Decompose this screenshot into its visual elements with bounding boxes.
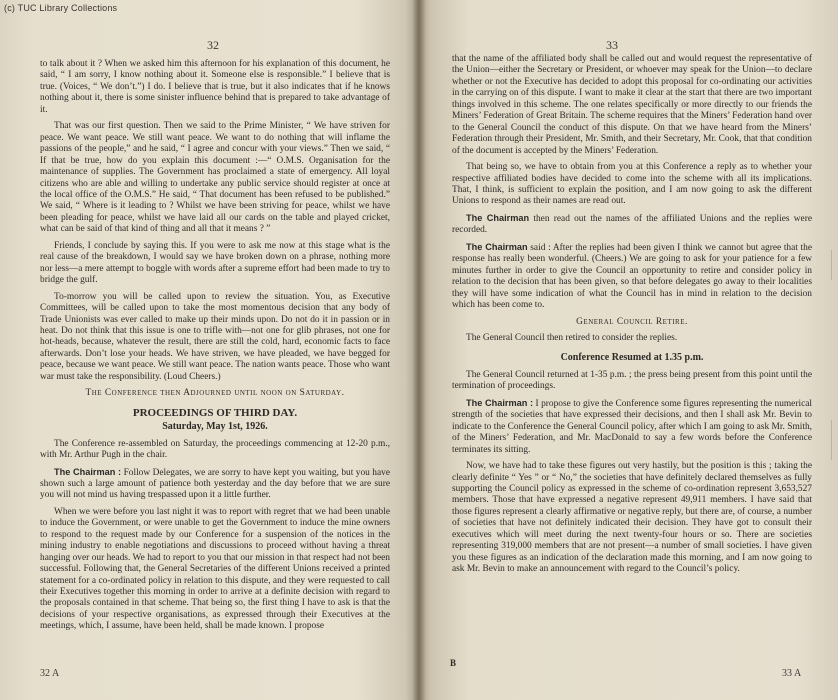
footer-right: 33 A — [782, 668, 802, 679]
paragraph: The Conference re-assembled on Saturday, the proceedings commencing at 12-20 p.m., with Mr. Arthur Pugh in the chair. — [40, 438, 390, 461]
book-gutter — [412, 0, 426, 700]
left-column — [40, 59, 390, 638]
page-edge-mark — [831, 420, 832, 460]
right-column — [452, 54, 812, 581]
speech-text: I propose to give the Conference some figures representing the numerical strength of the societies that have expressed their decisions, and then I shall ask Mr. Bevin to indicate to the Conference the General Council policy, after which I am going to ask Mr. Smith, of the Miners’ Federation, and Mr. MacDonald to say a few words before the Conference terminates its sitting. — [452, 398, 812, 455]
paragraph: Now, we have had to take these figures out very hastily, but the position is this ; taking the clearly definite “ Yes ” or “ No,” the societies that have definitely declared themselves as fully supporting the Council policy as expressed in the scheme of co-ordination represent 3,653,527 members. Those that have expressed a negative represent 49,911 members. I have said that those figures represent a clearly affirmative or negative reply, but there are, of course, a number of societies that have not definitely indicated their decision. They have got to consult their executives which will meet during the next twenty-four hours or so. There are societies representing 319,000 members that are not present—a number of small societies. I have given you these figures as an indication of the declaration made this morning, and I am now going to ask Mr. Bevin to make an announcement with regard to the Council’s policy. — [452, 461, 812, 575]
paragraph: Friends, I conclude by saying this. If you were to ask me now at this stage what is the real cause of the breakdown, I would say we have broken down on a phrase, nothing more nor less—a mere attempt to boggle with words after a supreme effort had been made to try to bridge the gulf. — [40, 240, 390, 286]
speaker-label: The Chairman — [466, 212, 530, 223]
adjourned-note: The Conference then Adjourned until noon on Saturday. — [85, 388, 345, 399]
page-number-right: 33 — [606, 38, 618, 52]
speech-text: Follow Delegates, we are sorry to have kept you waiting, but you have shown such a large amount of patience both yesterday and the day before that we are sure you will not mind us having trespassed upon it a little further. — [40, 467, 390, 501]
section-date: Saturday, May 1st, 1926. — [162, 421, 268, 433]
right-page — [418, 0, 838, 700]
speaker-label: The Chairman : — [466, 397, 534, 408]
retire-heading: General Council Retire. — [576, 316, 688, 327]
signature-mark: B — [450, 658, 457, 668]
paragraph: That being so, we have to obtain from you at this Conference a reply as to whether your respective affiliated bodies have decided to come into the scheme with all its implications. That, I think, is sufficient to explain the position, and I am now going to ask the different Unions to respond as their names are read out. — [452, 162, 812, 207]
watermark: (c) TUC Library Collections — [4, 3, 118, 13]
footer-left: 32 A — [40, 668, 60, 679]
speech-text: then read out the names of the affiliated Unions and the replies were recorded. — [452, 213, 812, 236]
paragraph: To-morrow you will be called upon to review the situation. You, as Executive Committees, will be called upon to take the most momentous decision that any body of Trade Unionists was ever called to make up their minds upon. Do not do it in passion or in heat. Do not think that this issue is one to trifle with—not one for glib phrases, not one for hot-heads, because, whatever the result, there are still the cold, hard, economic facts to face afterwards. Don’t lose your heads. We have striven, we have pleaded, we have begged for peace, because we want peace. We still want peace. The nation wants peace. Those who want war must take the responsibility. (Loud Cheers.) — [40, 291, 390, 382]
paragraph: that the name of the affiliated body shall be called out and would request the representative of the Union—either the Secretary or President, or whoever may speak for the Union—to declare whether or not the Executive has decided to adopt this proposal for co-ordinating our activities in the carrying on of this dispute. I want to make it clear at the start that there are two important things involved in this scheme. The one relates specifically or more directly to our friends the Miners’ Federation of Great Britain. The scheme requires that the Miners’ Federation hand over to the General Council the conduct of this dispute. On that we have heard from the Miners’ Federation through their President, Mr. Smith, and their Secretary, Mr. Cook, that that condition of the document is accepted by the Miners’ Federation. — [452, 54, 812, 156]
page-edge-mark — [831, 250, 832, 280]
resumed-heading: Conference Resumed at 1.35 p.m. — [560, 352, 704, 364]
paragraph — [40, 467, 390, 502]
paragraph: to talk about it ? When we asked him this afternoon for his explanation of this document, he said, “ I am sorry, I know nothing about it. Someone else is responsible.” I believe that is true. (Voices, “ We don’t.”) I do. I believe that is true, but it also indicates that if he knows nothing about it, there is some sinister influence behind that is prepared to take advantage of it. — [40, 59, 390, 115]
section-heading: PROCEEDINGS OF THIRD DAY. — [132, 406, 298, 419]
paragraph — [452, 398, 812, 456]
left-page — [0, 0, 418, 700]
page-number-left: 32 — [207, 38, 219, 52]
paragraph: The General Council then retired to consider the replies. — [466, 332, 678, 343]
paragraph: That was our first question. Then we said to the Prime Minister, “ We have striven for peace. We want peace. We still want peace. We want to do nothing that will inflame the passions of the people,” and he said, “ I agree and concur with your views.” Then we said, “ If that be true, how do you explain this document :—“ O.M.S. Organisation for the maintenance of supplies. The Government has proclaimed a state of emergency. All loyal citizens who are able and willing to undertake any public service should register at once at the local office of the O.M.S.” He said, “ That document has been refused to be published.” We said, “ Where is it leading to ? Whilst we have been striving for peace, whilst we have been pleading for peace, whilst we have laid all our cards on the table and played cricket, what can be said of that kind of thing and all that it means ? ” — [40, 121, 390, 235]
paragraph: The General Council returned at 1-35 p.m. ; the press being present from this point until the termination of proceedings. — [452, 369, 812, 392]
paragraph: When we were before you last night it was to report with regret that we had been unable to induce the Government, or were unable to get the Government to induce the mine owners to respond to the request made by our Conference for a suspension of the notices in the mining industry to enable negotiations and discussions to proceed without having a threat hanging over our heads. We had to report to you that our mission in that respect had not been successful. Following that, the General Secretaries of the different Unions received a printed statement for a co-ordinated policy in relation to this dispute, and they were requested to call their Executives together this morning in order to arrive at a definite decision with regard to the proposals contained in that scheme. That being so, the first thing I have to ask is that the decisions of your respective organisations, as expressed through their Executives at the meetings, which, I assume, have been held, shall be made known. I propose — [40, 506, 390, 632]
speaker-label: The Chairman : — [54, 466, 122, 477]
speaker-label: The Chairman — [466, 241, 528, 252]
speech-text: said : After the replies had been given I think we cannot but agree that the response has really been wonderful. (Cheers.) We are going to ask for your patience for a few minutes further in order to give the Council an opportunity to retire and consider policy in relation to the decision that has been given, so that before delegates go away to their localities they will have some indication of what the Council has in mind in relation to the decision which has been come to. — [452, 242, 813, 311]
paragraph — [452, 242, 812, 312]
paragraph — [452, 213, 812, 237]
